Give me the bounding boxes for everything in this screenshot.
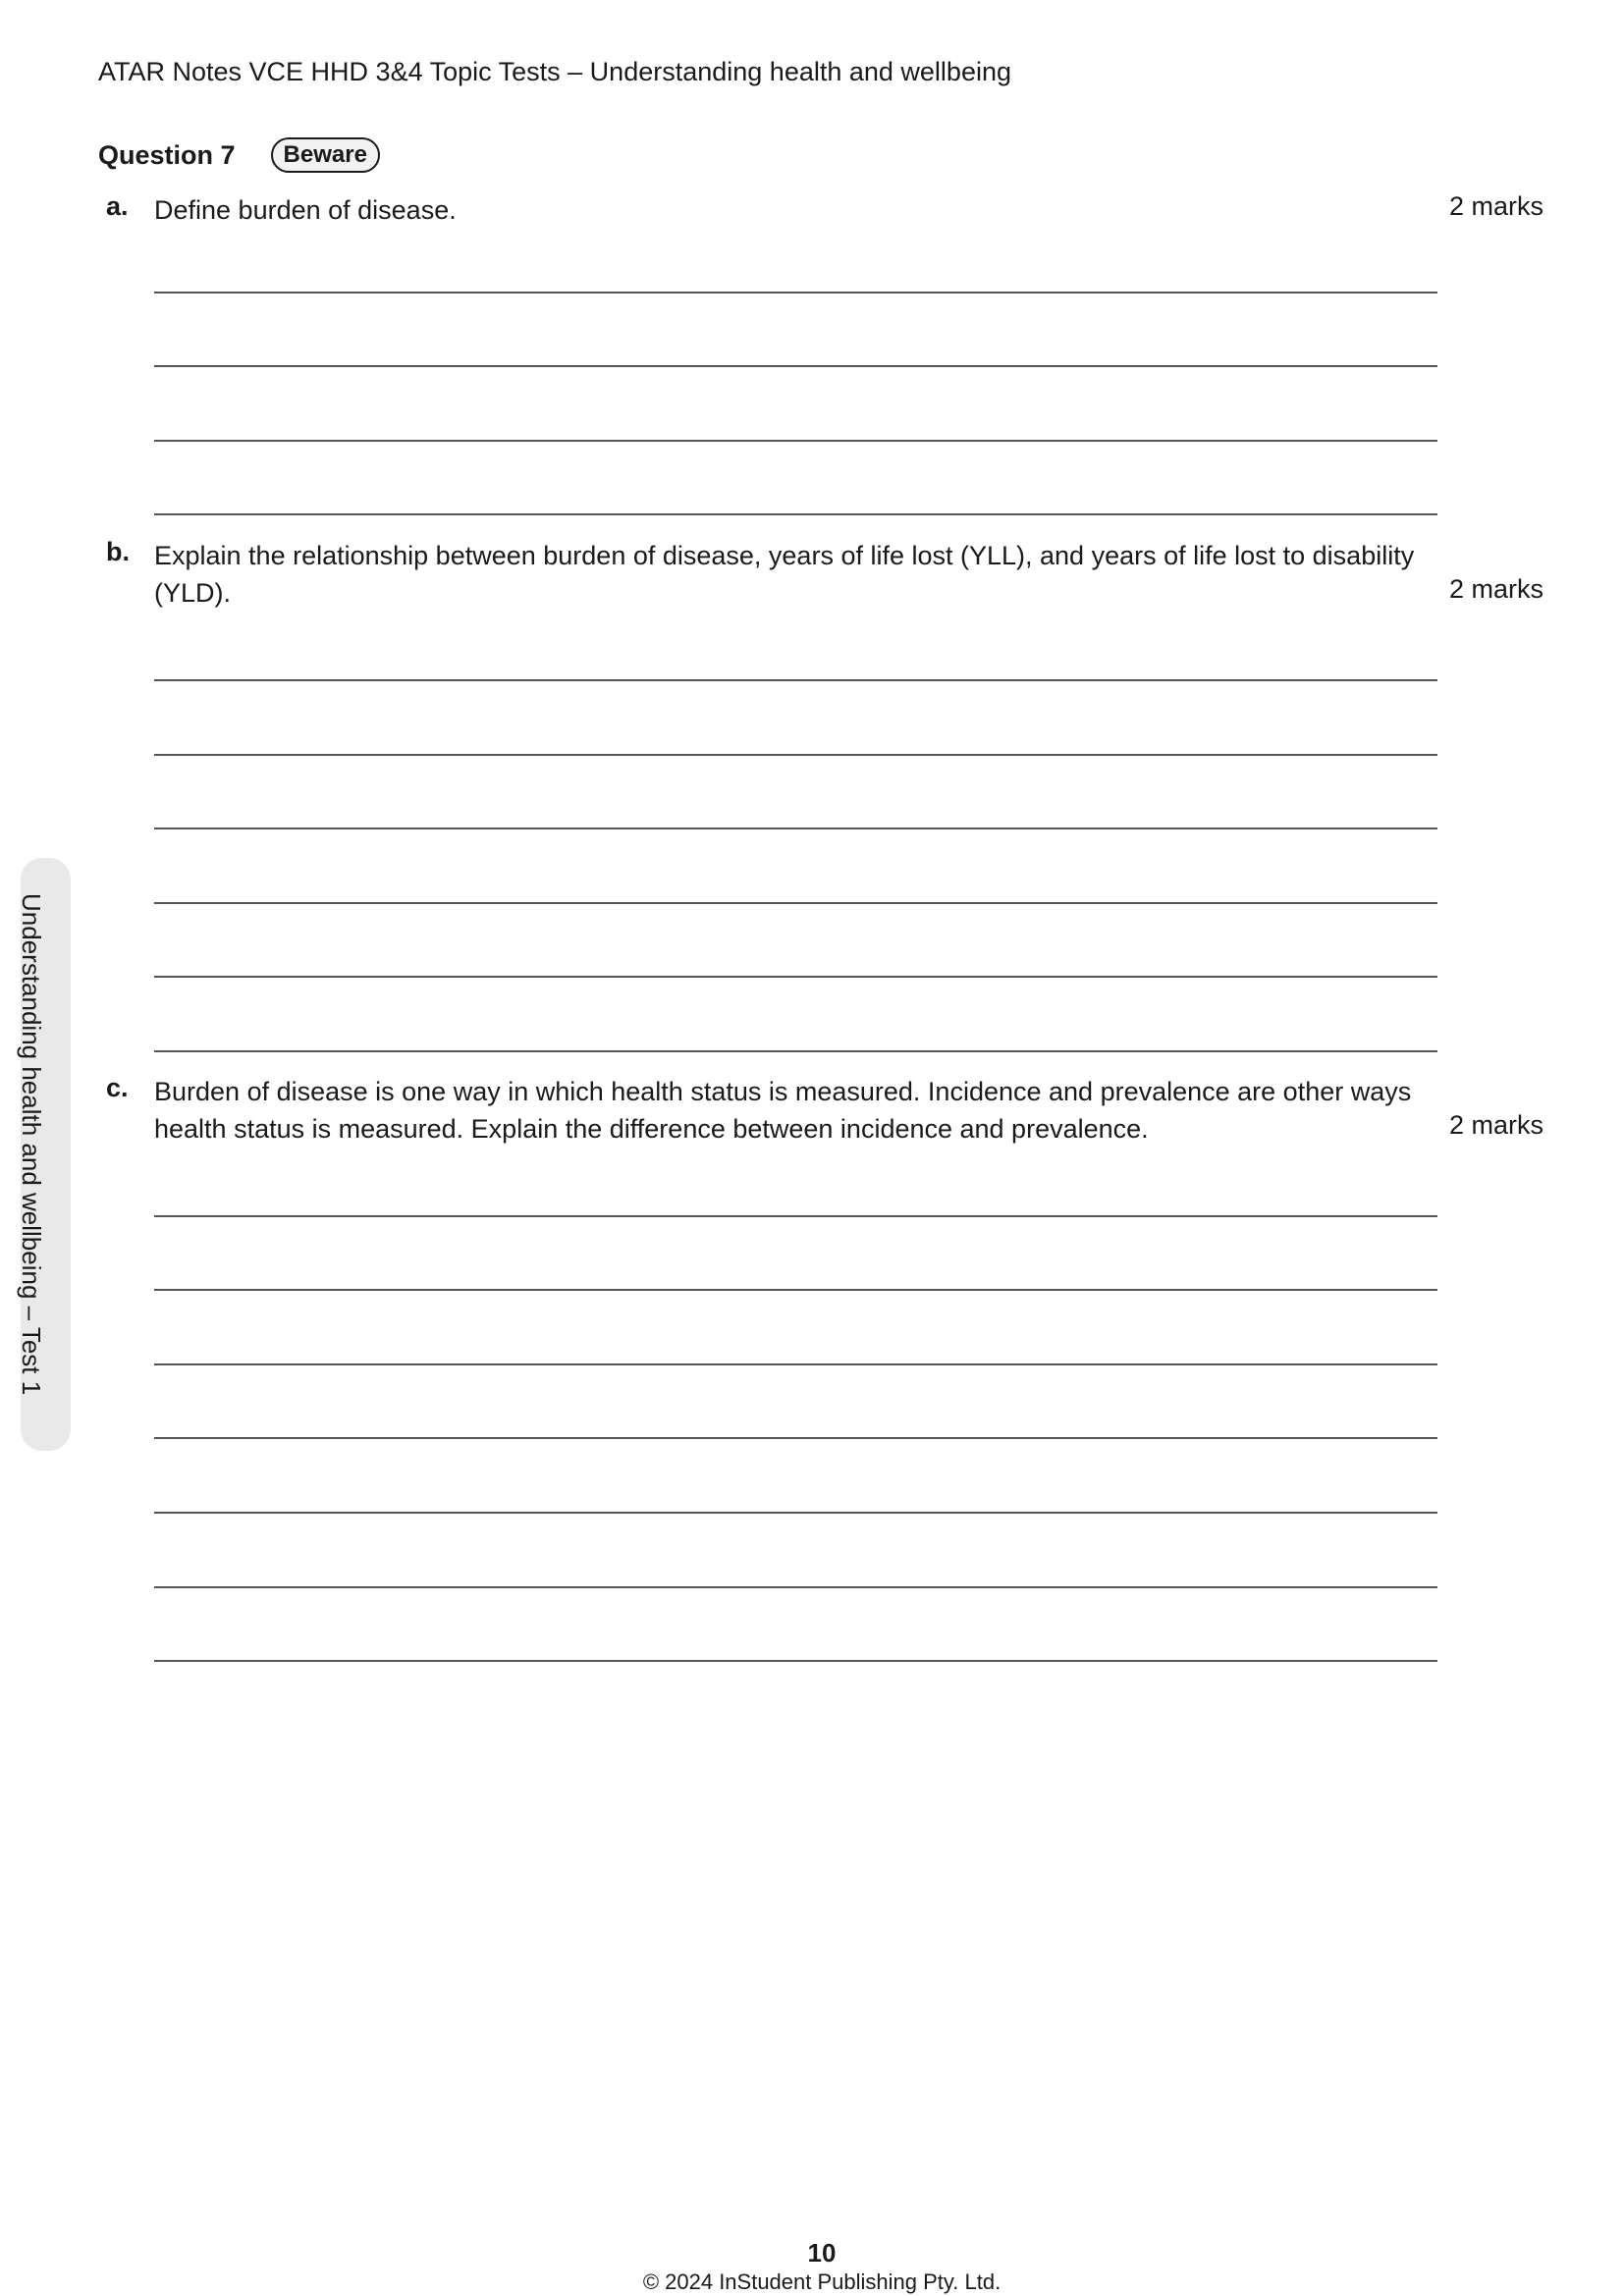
answer-line[interactable] xyxy=(154,1050,1437,1052)
question-heading xyxy=(98,137,380,173)
page-number: 10 xyxy=(807,2238,837,2268)
question-text-line: Define burden of disease. xyxy=(154,195,457,225)
part-letter: b. xyxy=(106,537,130,566)
answer-line[interactable] xyxy=(154,1363,1437,1365)
copyright-notice: © 2024 InStudent Publishing Pty. Ltd. xyxy=(642,2269,1001,2294)
marks-label: 2 marks xyxy=(1449,191,1544,221)
beware-badge: Beware xyxy=(271,137,380,173)
answer-line[interactable] xyxy=(154,440,1437,442)
question-text-line: (YLD). xyxy=(154,578,232,608)
answer-line[interactable] xyxy=(154,902,1437,904)
question-title: Question 7 xyxy=(98,139,236,170)
answer-line[interactable] xyxy=(154,1660,1437,1662)
answer-line[interactable] xyxy=(154,754,1437,756)
part-question-text xyxy=(154,537,1440,612)
answer-line[interactable] xyxy=(154,1512,1437,1514)
answer-line[interactable] xyxy=(154,513,1437,515)
question-text-line: health status is measured. Explain the difference between incidence and prevalence. xyxy=(154,1114,1149,1144)
answer-line[interactable] xyxy=(154,976,1437,978)
answer-line[interactable] xyxy=(154,1586,1437,1588)
answer-line[interactable] xyxy=(154,1437,1437,1439)
answer-line[interactable] xyxy=(154,365,1437,367)
part-question-text xyxy=(154,191,1440,229)
marks-label: 2 marks xyxy=(1449,1110,1544,1140)
part-letter: a. xyxy=(106,191,129,221)
question-text-line: Explain the relationship between burden of disease, years of life lost (YLL), and years of life lost to disability xyxy=(154,541,1415,570)
running-header: ATAR Notes VCE HHD 3&4 Topic Tests – Understanding health and wellbeing xyxy=(98,57,1011,86)
marks-label: 2 marks xyxy=(1449,574,1544,604)
part-question-text xyxy=(154,1073,1440,1148)
question-text-line: Burden of disease is one way in which health status is measured. Incidence and prevalence are other ways xyxy=(154,1077,1412,1106)
answer-line[interactable] xyxy=(154,1289,1437,1291)
answer-line[interactable] xyxy=(154,828,1437,829)
answer-line[interactable] xyxy=(154,292,1437,294)
answer-line[interactable] xyxy=(154,1215,1437,1217)
answer-line[interactable] xyxy=(154,679,1437,681)
side-tab-label: Understanding health and wellbeing – Test 1 xyxy=(17,893,46,1396)
part-letter: c. xyxy=(106,1073,129,1102)
